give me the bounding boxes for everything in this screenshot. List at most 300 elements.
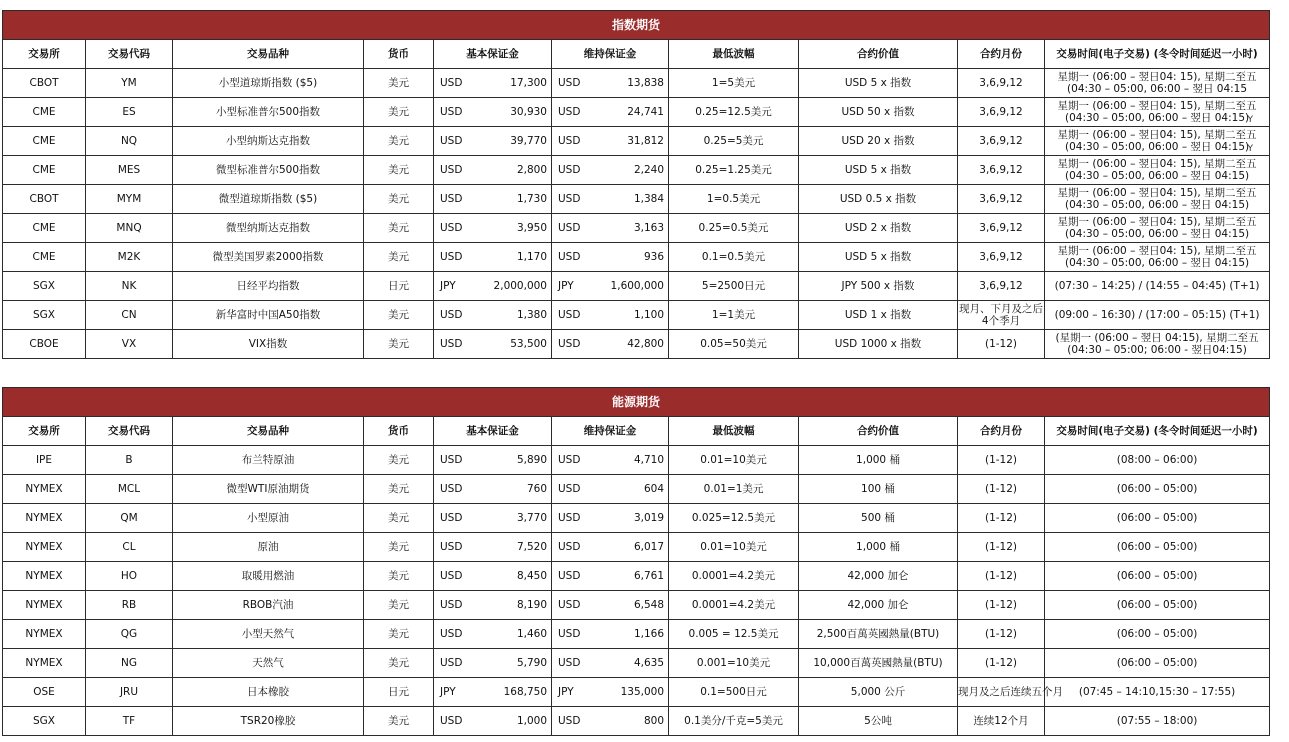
code-cell: ES [86,98,173,127]
contract-value-cell: 1,000 桶 [799,533,958,562]
contract-value-cell: 5,000 公斤 [799,678,958,707]
margin-value: 3,950 [516,222,547,234]
trading-hours-cell: (08:00 – 06:00) [1045,446,1270,475]
margin-value: 936 [643,251,664,263]
margin-value: 2,800 [516,164,547,176]
code-cell: MYM [86,185,173,214]
contract-value-cell: JPY 500 x 指数 [799,272,958,301]
margin-value: 7,520 [516,541,547,553]
tick-size-cell: 0.05=50美元 [669,330,799,359]
exchange-cell: IPE [3,446,86,475]
margin-value: 1,166 [633,628,664,640]
index-futures-block [2,10,1269,359]
margin-currency: USD [440,483,463,495]
code-cell: VX [86,330,173,359]
trading-hours-cell: (06:00 – 05:00) [1045,504,1270,533]
product-cell: 日经平均指数 [173,272,364,301]
currency-cell: 日元 [364,678,434,707]
product-cell: 微型WTI原油期货 [173,475,364,504]
product-cell: 新华富时中国A50指数 [173,301,364,330]
table-row [3,475,1270,504]
contract-value-cell: USD 5 x 指数 [799,156,958,185]
base-margin-cell [434,591,552,620]
trading-hours-cell: (06:00 – 05:00) [1045,649,1270,678]
maintenance-margin-cell [552,533,669,562]
maintenance-margin-cell [552,69,669,98]
margin-currency: USD [440,106,463,118]
margin-currency: USD [558,570,581,582]
table-row [3,301,1270,330]
margin-value: 3,163 [633,222,664,234]
base-margin-cell [434,533,552,562]
currency-cell: 美元 [364,620,434,649]
margin-value: 135,000 [620,686,664,698]
margin-value: 17,300 [510,77,547,89]
maintenance-margin-cell [552,649,669,678]
table-row [3,272,1270,301]
margin-value: 1,170 [516,251,547,263]
tick-size-cell: 0.0001=4.2美元 [669,591,799,620]
margin-value: 6,548 [633,599,664,611]
table-row [3,678,1270,707]
maintenance-margin-cell [552,330,669,359]
margin-value: 1,460 [516,628,547,640]
contract-months-cell: 连续12个月 [958,707,1045,736]
contract-months-cell: 3,6,9,12 [958,185,1045,214]
exchange-cell: SGX [3,301,86,330]
column-header: 基本保证金 [434,40,552,69]
code-cell: TF [86,707,173,736]
table-row [3,330,1270,359]
currency-cell: 美元 [364,446,434,475]
table-row [3,591,1270,620]
maintenance-margin-cell [552,214,669,243]
base-margin-cell [434,446,552,475]
margin-currency: USD [440,541,463,553]
margin-currency: USD [558,106,581,118]
tick-size-cell: 0.25=1.25美元 [669,156,799,185]
currency-cell: 美元 [364,475,434,504]
code-cell: M2K [86,243,173,272]
product-cell: 原油 [173,533,364,562]
column-header: 维持保证金 [552,40,669,69]
margin-currency: USD [558,483,581,495]
margin-currency: USD [558,657,581,669]
table-row [3,98,1270,127]
base-margin-cell [434,504,552,533]
maintenance-margin-cell [552,620,669,649]
code-cell: RB [86,591,173,620]
exchange-cell: NYMEX [3,649,86,678]
exchange-cell: SGX [3,707,86,736]
code-cell: MCL [86,475,173,504]
table-row [3,243,1270,272]
exchange-cell: CME [3,98,86,127]
tick-size-cell: 0.25=12.5美元 [669,98,799,127]
header-row [3,417,1270,446]
maintenance-margin-cell [552,301,669,330]
column-header: 基本保证金 [434,417,552,446]
table-row [3,127,1270,156]
contract-value-cell: USD 1000 x 指数 [799,330,958,359]
margin-currency: USD [440,135,463,147]
table-row [3,214,1270,243]
column-header: 交易时间(电子交易) (冬令时间延迟一小时) [1045,40,1270,69]
exchange-cell: NYMEX [3,475,86,504]
tick-size-cell: 0.1=0.5美元 [669,243,799,272]
trading-hours-cell: (07:45 – 14:10,15:30 – 17:55) [1045,678,1270,707]
column-header: 交易所 [3,417,86,446]
contract-months-cell: 3,6,9,12 [958,69,1045,98]
margin-value: 53,500 [510,338,547,350]
tick-size-cell: 0.01=1美元 [669,475,799,504]
table-row [3,69,1270,98]
trading-hours-cell: (06:00 – 05:00) [1045,620,1270,649]
contract-months-cell: 现月、下月及之后4个季月 [958,301,1045,330]
column-header: 交易时间(电子交易) (冬令时间延迟一小时) [1045,417,1270,446]
trading-hours-cell: 星期一 (06:00 – 翌日04: 15), 星期二至五 (04:30 – 05:00, 06:00 – 翌日 04:15 [1045,69,1270,98]
maintenance-margin-cell [552,707,669,736]
contract-months-cell: 3,6,9,12 [958,214,1045,243]
margin-currency: JPY [558,686,574,698]
currency-cell: 美元 [364,98,434,127]
margin-currency: USD [558,599,581,611]
margin-currency: USD [558,338,581,350]
margin-value: 1,600,000 [610,280,664,292]
margin-currency: USD [440,599,463,611]
maintenance-margin-cell [552,127,669,156]
stray-mark: Y [1247,115,1253,125]
tick-size-cell: 1=0.5美元 [669,185,799,214]
exchange-cell: CME [3,214,86,243]
margin-currency: USD [558,135,581,147]
base-margin-cell [434,156,552,185]
table-row [3,649,1270,678]
margin-currency: USD [558,512,581,524]
code-cell: QG [86,620,173,649]
margin-value: 24,741 [627,106,664,118]
column-header: 最低波幅 [669,40,799,69]
contract-value-cell: 1,000 桶 [799,446,958,475]
base-margin-cell [434,475,552,504]
margin-currency: USD [558,309,581,321]
margin-currency: USD [440,193,463,205]
currency-cell: 美元 [364,562,434,591]
margin-value: 168,750 [503,686,547,698]
tick-size-cell: 1=1美元 [669,301,799,330]
margin-value: 5,790 [516,657,547,669]
product-cell: VIX指数 [173,330,364,359]
column-header: 合约价值 [799,417,958,446]
trading-hours-cell: 星期一 (06:00 – 翌日04: 15), 星期二至五 (04:30 – 05:00, 06:00 – 翌日 04:15) [1045,127,1270,156]
maintenance-margin-cell [552,98,669,127]
contract-months-cell: (1-12) [958,649,1045,678]
contract-months-cell: (1-12) [958,591,1045,620]
column-header: 合约月份 [958,40,1045,69]
tick-size-cell: 0.025=12.5美元 [669,504,799,533]
margin-value: 8,190 [516,599,547,611]
product-cell: 小型纳斯达克指数 [173,127,364,156]
margin-currency: USD [558,193,581,205]
contract-months-cell: (1-12) [958,504,1045,533]
contract-months-cell: 3,6,9,12 [958,127,1045,156]
code-cell: QM [86,504,173,533]
product-cell: 天然气 [173,649,364,678]
contract-value-cell: 10,000百萬英國熱量(BTU) [799,649,958,678]
column-header: 交易代码 [86,40,173,69]
exchange-cell: CME [3,156,86,185]
margin-currency: USD [558,164,581,176]
contract-value-cell: USD 5 x 指数 [799,243,958,272]
product-cell: 布兰特原油 [173,446,364,475]
code-cell: NG [86,649,173,678]
product-cell: 微型道琼斯指数 ($5) [173,185,364,214]
code-cell: JRU [86,678,173,707]
contract-months-cell: 3,6,9,12 [958,156,1045,185]
code-cell: CL [86,533,173,562]
column-header: 交易品种 [173,40,364,69]
margin-currency: USD [440,570,463,582]
exchange-cell: SGX [3,272,86,301]
contract-months-cell: 3,6,9,12 [958,272,1045,301]
margin-currency: USD [558,541,581,553]
section-title: 指数期货 [3,11,1270,40]
maintenance-margin-cell [552,185,669,214]
margin-currency: JPY [558,280,574,292]
currency-cell: 美元 [364,243,434,272]
energy-futures-block [2,387,1269,736]
exchange-cell: CBOT [3,185,86,214]
margin-value: 1,000 [516,715,547,727]
contract-value-cell: 5公吨 [799,707,958,736]
column-header: 合约价值 [799,40,958,69]
exchange-cell: NYMEX [3,533,86,562]
tick-size-cell: 1=5美元 [669,69,799,98]
column-header: 合约月份 [958,417,1045,446]
maintenance-margin-cell [552,243,669,272]
product-cell: RBOB汽油 [173,591,364,620]
trading-hours-cell: (星期一 (06:00 – 翌日 04:15), 星期二至五 (04:30 – 05:00; 06:00 - 翌日04:15) [1045,330,1270,359]
product-cell: 小型天然气 [173,620,364,649]
contract-months-cell: (1-12) [958,620,1045,649]
base-margin-cell [434,127,552,156]
trading-hours-cell: (07:30 – 14:25) / (14:55 – 04:45) (T+1) [1045,272,1270,301]
maintenance-margin-cell [552,156,669,185]
currency-cell: 美元 [364,649,434,678]
base-margin-cell [434,243,552,272]
maintenance-margin-cell [552,504,669,533]
table-row [3,446,1270,475]
product-cell: TSR20橡胶 [173,707,364,736]
margin-currency: USD [558,222,581,234]
base-margin-cell [434,678,552,707]
contract-months-cell: (1-12) [958,330,1045,359]
margin-value: 42,800 [627,338,664,350]
table-row [3,620,1270,649]
contract-value-cell: USD 20 x 指数 [799,127,958,156]
base-margin-cell [434,214,552,243]
tick-size-cell: 0.001=10美元 [669,649,799,678]
margin-value: 4,710 [633,454,664,466]
contract-months-cell: 3,6,9,12 [958,243,1045,272]
contract-months-cell: 现月及之后连续五个月 [958,678,1045,707]
code-cell: NQ [86,127,173,156]
margin-currency: USD [440,309,463,321]
column-header: 交易代码 [86,417,173,446]
margin-value: 3,770 [516,512,547,524]
code-cell: YM [86,69,173,98]
column-header: 货币 [364,417,434,446]
margin-value: 39,770 [510,135,547,147]
base-margin-cell [434,272,552,301]
currency-cell: 美元 [364,591,434,620]
margin-value: 2,240 [633,164,664,176]
margin-currency: USD [440,338,463,350]
product-cell: 小型道琼斯指数 ($5) [173,69,364,98]
exchange-cell: CBOE [3,330,86,359]
base-margin-cell [434,330,552,359]
code-cell: MES [86,156,173,185]
section-title: 能源期货 [3,388,1270,417]
currency-cell: 美元 [364,127,434,156]
margin-value: 8,450 [516,570,547,582]
product-cell: 小型原油 [173,504,364,533]
contract-value-cell: 500 桶 [799,504,958,533]
currency-cell: 美元 [364,69,434,98]
stray-mark: Y [1247,144,1253,154]
currency-cell: 美元 [364,504,434,533]
column-header: 最低波幅 [669,417,799,446]
trading-hours-cell: 星期一 (06:00 – 翌日04: 15), 星期二至五 (04:30 – 05:00, 06:00 – 翌日 04:15) [1045,214,1270,243]
contract-value-cell: USD 50 x 指数 [799,98,958,127]
margin-value: 1,380 [516,309,547,321]
code-cell: MNQ [86,214,173,243]
margin-value: 800 [643,715,664,727]
base-margin-cell [434,707,552,736]
index-futures-body [3,69,1270,359]
code-cell: NK [86,272,173,301]
maintenance-margin-cell [552,562,669,591]
code-cell: CN [86,301,173,330]
margin-currency: USD [440,251,463,263]
table-row [3,562,1270,591]
exchange-cell: CME [3,243,86,272]
margin-value: 30,930 [510,106,547,118]
margin-value: 1,100 [633,309,664,321]
trading-hours-cell: (07:55 – 18:00) [1045,707,1270,736]
margin-value: 31,812 [627,135,664,147]
margin-currency: USD [440,454,463,466]
tick-size-cell: 0.01=10美元 [669,533,799,562]
header-row [3,40,1270,69]
base-margin-cell [434,649,552,678]
margin-currency: USD [440,164,463,176]
trading-hours-cell: (06:00 – 05:00) [1045,562,1270,591]
tick-size-cell: 0.25=5美元 [669,127,799,156]
code-cell: HO [86,562,173,591]
tick-size-cell: 0.01=10美元 [669,446,799,475]
margin-currency: USD [440,77,463,89]
margin-value: 5,890 [516,454,547,466]
tick-size-cell: 0.1美分/千克=5美元 [669,707,799,736]
product-cell: 日本橡胶 [173,678,364,707]
exchange-cell: NYMEX [3,562,86,591]
currency-cell: 美元 [364,214,434,243]
currency-cell: 日元 [364,272,434,301]
trading-hours-cell: (09:00 – 16:30) / (17:00 – 05:15) (T+1) [1045,301,1270,330]
margin-currency: USD [440,657,463,669]
exchange-cell: CME [3,127,86,156]
margin-currency: JPY [440,686,456,698]
trading-hours-cell: 星期一 (06:00 – 翌日04: 15), 星期二至五 (04:30 – 05:00, 06:00 – 翌日 04:15) [1045,156,1270,185]
margin-currency: USD [558,251,581,263]
trading-hours-cell: (06:00 – 05:00) [1045,475,1270,504]
maintenance-margin-cell [552,591,669,620]
margin-currency: USD [558,454,581,466]
base-margin-cell [434,185,552,214]
table-row [3,156,1270,185]
tick-size-cell: 5=2500日元 [669,272,799,301]
margin-currency: USD [558,628,581,640]
margin-currency: USD [440,222,463,234]
tick-size-cell: 0.1=500日元 [669,678,799,707]
exchange-cell: CBOT [3,69,86,98]
tick-size-cell: 0.005 = 12.5美元 [669,620,799,649]
exchange-cell: NYMEX [3,504,86,533]
margin-value: 1,730 [516,193,547,205]
trading-hours-cell: (06:00 – 05:00) [1045,533,1270,562]
contract-value-cell: 42,000 加仑 [799,591,958,620]
margin-value: 604 [643,483,664,495]
base-margin-cell [434,620,552,649]
margin-currency: USD [440,512,463,524]
maintenance-margin-cell [552,272,669,301]
currency-cell: 美元 [364,707,434,736]
maintenance-margin-cell [552,475,669,504]
margin-value: 6,761 [633,570,664,582]
margin-value: 2,000,000 [493,280,547,292]
maintenance-margin-cell [552,678,669,707]
currency-cell: 美元 [364,185,434,214]
currency-cell: 美元 [364,330,434,359]
product-cell: 小型标准普尔500指数 [173,98,364,127]
currency-cell: 美元 [364,533,434,562]
margin-currency: USD [558,715,581,727]
energy-futures-table [2,387,1270,736]
base-margin-cell [434,562,552,591]
currency-cell: 美元 [364,156,434,185]
base-margin-cell [434,69,552,98]
trading-hours-cell: (06:00 – 05:00) [1045,591,1270,620]
tick-size-cell: 0.25=0.5美元 [669,214,799,243]
contract-value-cell: USD 5 x 指数 [799,69,958,98]
contract-months-cell: (1-12) [958,533,1045,562]
contract-value-cell: USD 2 x 指数 [799,214,958,243]
product-cell: 微型美国罗素2000指数 [173,243,364,272]
margin-value: 3,019 [633,512,664,524]
base-margin-cell [434,301,552,330]
column-header: 交易品种 [173,417,364,446]
exchange-cell: NYMEX [3,620,86,649]
column-header: 交易所 [3,40,86,69]
contract-months-cell: (1-12) [958,446,1045,475]
column-header: 维持保证金 [552,417,669,446]
contract-months-cell: (1-12) [958,475,1045,504]
margin-value: 4,635 [633,657,664,669]
product-cell: 微型标准普尔500指数 [173,156,364,185]
trading-hours-cell: 星期一 (06:00 – 翌日04: 15), 星期二至五 (04:30 – 05:00, 06:00 – 翌日 04:15) [1045,185,1270,214]
contract-months-cell: 3,6,9,12 [958,98,1045,127]
